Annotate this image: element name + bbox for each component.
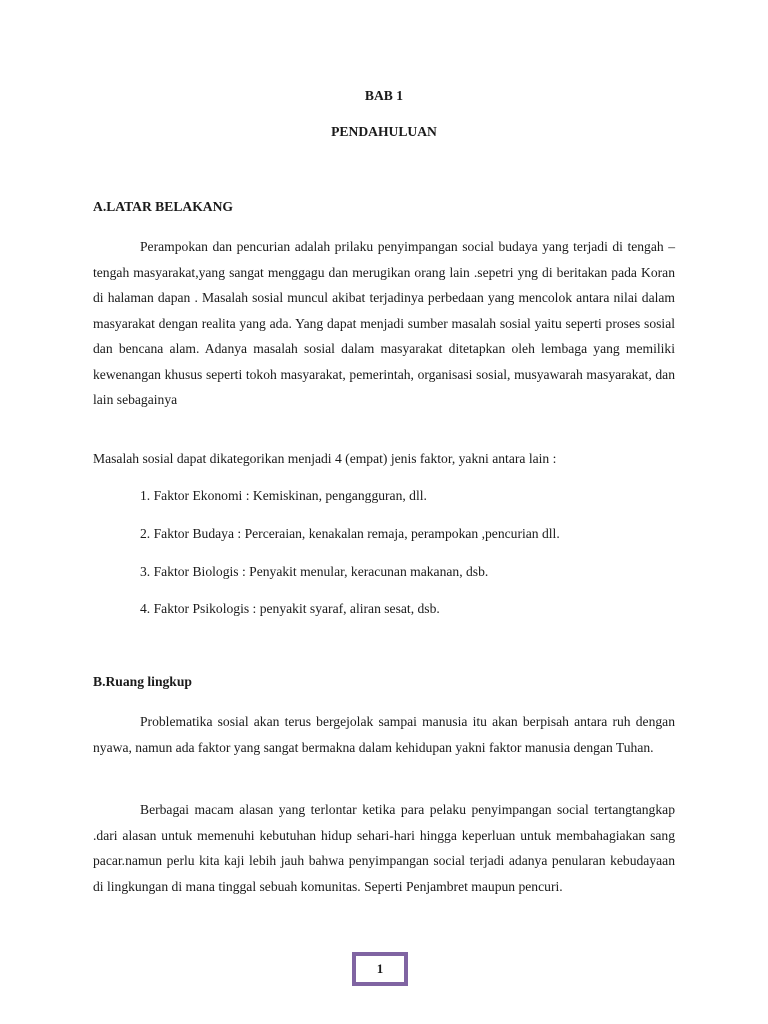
chapter-title: PENDAHULUAN	[331, 124, 437, 139]
section-a-paragraph: Perampokan dan pencurian adalah prilaku penyimpangan social budaya yang terjadi di tengah –tengah masyarakat,yang sangat menggagu dan merugikan orang lain .sepetri yng di beritakan pada Koran di halaman dapan . Masalah sosial muncul akibat terjadinya perbedaan yang mencolok antara nilai dalam masyarakat dengan realita yang ada. Yang dapat menjadi sumber masalah sosial yaitu seperti proses sosial dan bencana alam. Adanya masalah sosial dalam masyarakat ditetapkan oleh lembaga yang memiliki kewenangan khusus seperti tokoh masyarakat, pemerintah, organisasi sosial, musyawarah masyarakat, dan lain sebagainya	[93, 239, 675, 407]
page-number: 1	[376, 961, 384, 976]
factor-list-item: 1. Faktor Ekonomi : Kemiskinan, pengangguran, dll.	[140, 488, 427, 503]
section-b-paragraph: Problematika sosial akan terus bergejolak sampai manusia itu akan berpisah antara ruh dengan nyawa, namun ada faktor yang sangat bermakna dalam kehidupan yakni faktor manusia dengan Tuhan.	[93, 714, 675, 755]
chapter-label: BAB 1	[364, 88, 404, 103]
section-b-paragraph: Berbagai macam alasan yang terlontar ketika para pelaku penyimpangan social tertangtangkap .dari alasan untuk memenuhi kebutuhan hidup sehari-hari hingga keperluan untuk membahagiakan sang pacar.namun perlu kita kaji lebih jauh bahwa penyimpangan social terjadi adanya penularan kebudayaan di lingkungan di mana tinggal sebuah komunitas. Seperti Penjambret maupun pencuri.	[93, 802, 675, 894]
section-a-heading: A.LATAR BELAKANG	[93, 199, 233, 214]
section-b-heading: B.Ruang lingkup	[93, 674, 192, 689]
factor-list-item: 3. Faktor Biologis : Penyakit menular, keracunan makanan, dsb.	[140, 564, 489, 579]
factor-list-item: 4. Faktor Psikologis : penyakit syaraf, aliran sesat, dsb.	[140, 601, 440, 616]
page-number-box	[352, 952, 408, 986]
factor-list-item: 2. Faktor Budaya : Perceraian, kenakalan remaja, perampokan ,pencurian dll.	[140, 526, 560, 541]
factor-list-intro: Masalah sosial dapat dikategorikan menjadi 4 (empat) jenis faktor, yakni antara lain :	[93, 451, 557, 466]
